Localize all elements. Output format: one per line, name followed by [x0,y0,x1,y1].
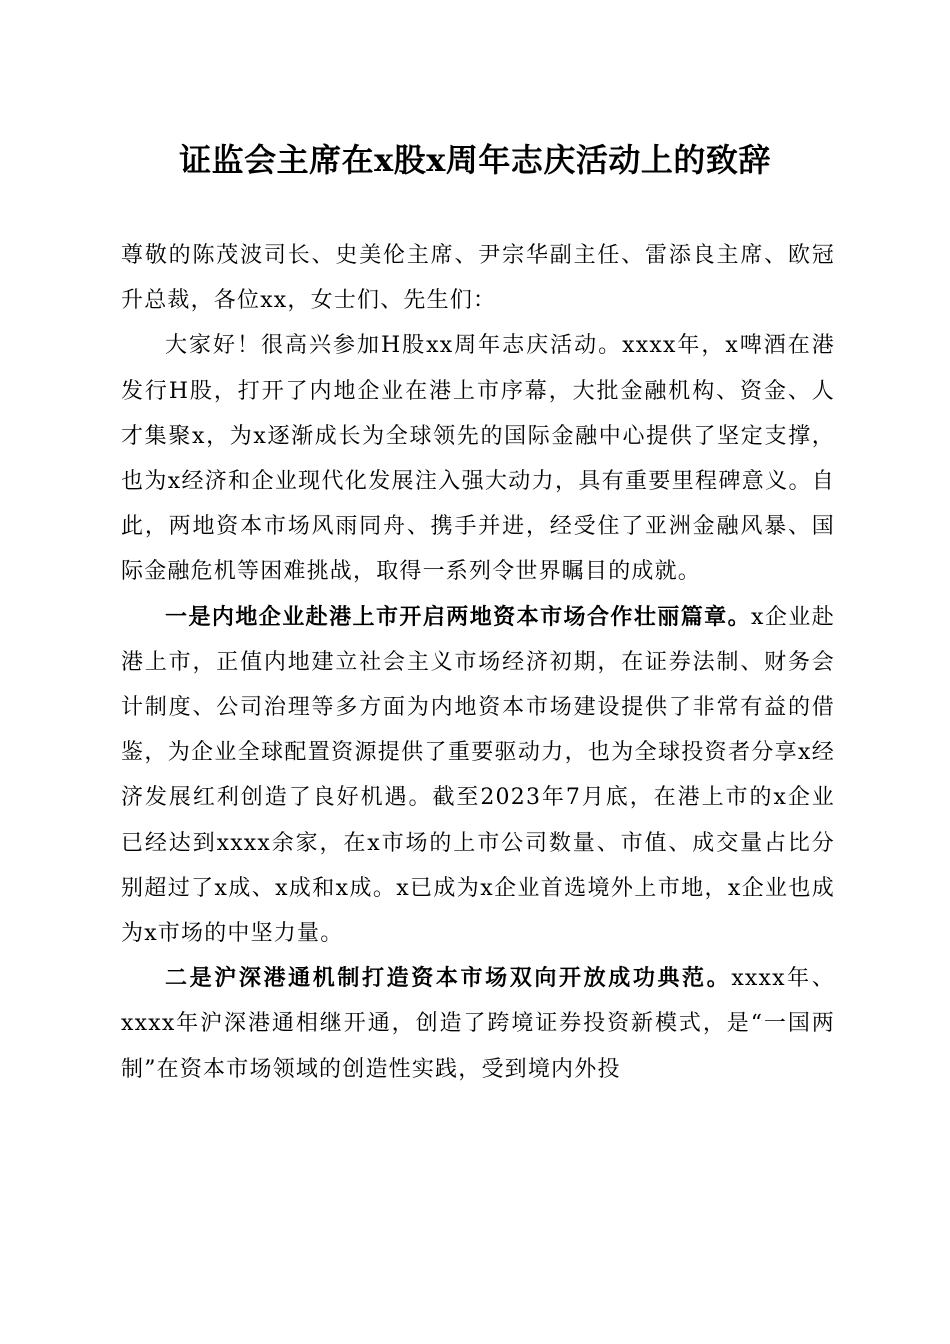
salutation: 尊敬的陈茂波司长、史美伦主席、尹宗华副主任、雷添良主席、欧冠升总裁，各位xx，女士们、先生们： [121,243,835,314]
paragraph-lead: 二是沪深港通机制打造资本市场双向开放成功典范。 [165,965,732,992]
paragraph-lead: 一是内地企业赴港上市开启两地资本市场合作壮丽篇章。 [165,603,752,630]
paragraph-text: xxxx年、xxxx年沪深港通相继开通，创造了跨境证券投资新模式，是“一国两制”在资本市场领域的创造性实践，受到境内外投 [121,966,835,1082]
paragraph-point-two [121,956,835,1092]
document-title: 证监会主席在x股x周年志庆活动上的致辞 [179,141,771,179]
paragraph-opening [121,323,835,594]
document-body [121,233,835,1092]
paragraph-text: x企业赴港上市，正值内地建立社会主义市场经济初期，在证券法制、财务会计制度、公司治理等多方面为内地资本市场建设提供了非常有益的借鉴，为企业全球配置资源提供了重要驱动力，也为全球投资者分享x经济发展红利创造了良好机遇。截至2023年7月底，在港上市的x企业已经达到xxxx余家，在x市场的上市公司数量、市值、成交量占比分别超过了x成、x成和x成。x已成为x企业首选境外上市地，x企业也成为x市场的中坚力量。 [121,604,835,947]
paragraph-point-one [121,595,835,957]
paragraph-text: 大家好！很高兴参加H股xx周年志庆活动。xxxx年，x啤酒在港发行H股，打开了内地企业在港上市序幕，大批金融机构、资金、人才集聚x，为x逐渐成长为全球领先的国际金融中心提供了坚定支撑，也为x经济和企业现代化发展注入强大动力，具有重要里程碑意义。自此，两地资本市场风雨同舟、携手并进，经受住了亚洲金融风暴、国际金融危机等困难挑战，取得一系列令世界瞩目的成就。 [121,333,835,585]
